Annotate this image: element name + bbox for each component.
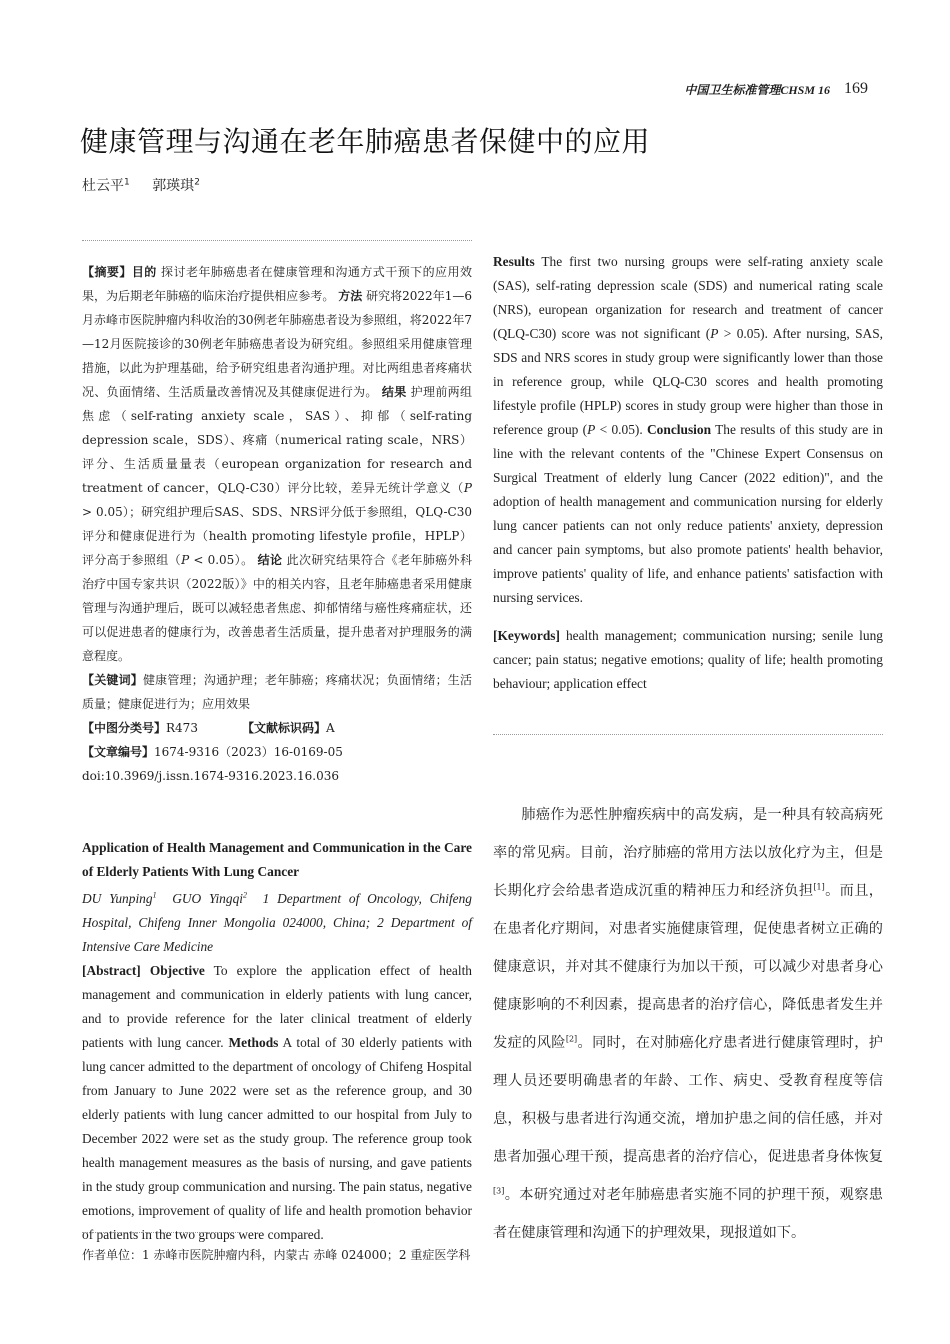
- body-text: [493, 796, 883, 1252]
- divider-left-top: [82, 240, 472, 241]
- intro-paragraph: [493, 796, 883, 1252]
- chinese-abstract: [82, 260, 472, 788]
- footnote-label: 作者单位：: [82, 1248, 143, 1262]
- running-header: [684, 80, 868, 98]
- en-author-1-affil: 1: [152, 891, 157, 900]
- en-objective-text: To explore the application effect of health management and communication in elderly patients with lung cancer, and to provide reference for the later clinical treatment of elderly patients with lung cancer.: [82, 963, 472, 1051]
- keywords-text: 健康管理；沟通护理；老年肺癌；疼痛状况；负面情绪；生活质量；健康促进行为；应用效果: [82, 673, 472, 711]
- divider-right: [493, 734, 883, 735]
- keywords-label: 【关键词】: [82, 673, 143, 687]
- author-1-affil: 1: [124, 177, 130, 188]
- en-results-3: < 0.05).: [595, 422, 643, 438]
- en-results-label: Results: [493, 254, 535, 270]
- en-results: [493, 250, 883, 610]
- footnote-text: 1 赤峰市医院肿瘤内科，内蒙古 赤峰 024000；2 重症医学科: [142, 1248, 471, 1262]
- en-conclusion-label: Conclusion: [647, 422, 712, 438]
- english-abstract-continued: [493, 237, 883, 709]
- results-text-3: < 0.05）。: [189, 553, 254, 567]
- conclusion-text: 此次研究结果符合《老年肺癌外科治疗中国专家共识（2022版）》中的相关内容，且老年肺癌患者采用健康管理与沟通护理后，既可以减轻患者焦虑、抑郁情绪与癌性疼痛症状，还可以促进患者的健康行为，改善患者生活质量，提升患者对护理服务的满意程度。: [82, 553, 472, 663]
- footnote-rule: [82, 1232, 240, 1233]
- english-abstract: [82, 836, 472, 1247]
- en-results-1: The first two nursing groups were self-rating anxiety scale (SAS), self-rating depression scale (SDS) and numerical rating scale (NRS), european organization for research and treatment of cancer (QLQ-C30) score was not significant (: [493, 254, 883, 342]
- author-1: 杜云平: [82, 178, 124, 194]
- article-number-line: [82, 740, 472, 764]
- en-affiliation: 1 Department of Oncology, Chifeng Hospital, Chifeng Inner Mongolia 024000, China; 2 Department of Intensive Care Medicine: [82, 891, 472, 955]
- en-author-2: GUO Yingqi: [172, 891, 243, 907]
- en-keywords: [493, 624, 883, 696]
- doc-code-value: A: [325, 721, 335, 735]
- en-objective-label: Objective: [149, 963, 205, 979]
- article-no-value: 1674-9316（2023）16-0169-05: [154, 745, 343, 759]
- en-conclusion-text: The results of this study are in line with the relevant contents of the "Chinese Expert Consensus on Surgical Treatment of elderly lung Cancer (2022 edition)", and the adoption of health management and communication nursing for elderly lung cancer patients can not only reduce patients' anxiety, depression and cancer pain symptoms, but also promote patients' health behavior, improve patients' quality of life, and enhance patients' satisfaction with nursing services.: [493, 422, 883, 606]
- citation-1: [1]: [813, 882, 825, 892]
- abstract-label: 【摘要】: [82, 265, 132, 279]
- clc-label: 【中图分类号】: [82, 721, 167, 735]
- author-line: [82, 175, 200, 195]
- cn-abstract-text: [82, 260, 472, 668]
- conclusion-label: 结论: [257, 553, 283, 567]
- en-p-symbol: P: [710, 326, 719, 342]
- objective-text: 探讨老年肺癌患者在健康管理和沟通方式干预下的应用效果，为后期老年肺癌的临床治疗提供相应参考。: [82, 265, 472, 303]
- en-keywords-label: [Keywords]: [493, 627, 560, 643]
- en-results-2: > 0.05). After nursing, SAS, SDS and NRS scores in study group were significantly lower than those in reference group, while QLQ-C30 scores and health promoting lifestyle profile (HPLP) scores in study group were higher than those in reference group (: [493, 326, 883, 438]
- intro-part-1: 肺癌作为恶性肿瘤疾病中的高发病，是一种具有较高病死率的常见病。目前，治疗肺癌的常用方法以放化疗为主，但是长期化疗会给患者造成沉重的精神压力和经济负担: [493, 807, 883, 899]
- objective-label: 目的: [131, 265, 157, 279]
- author-2-affil: 2: [194, 177, 200, 188]
- author-2: 郭瑛琪: [152, 178, 195, 194]
- intro-part-3: 。同时，在对肺癌化疗患者进行健康管理时，护理人员还要明确患者的年龄、工作、病史、受教育程度等信息，积极与患者进行沟通交流，增加护患之间的信任感，并对患者加强心理干预，提高患者的治疗信心，促进患者身体恢复: [493, 1035, 883, 1165]
- classification-line: [82, 716, 472, 740]
- results-text-2: > 0.05）；研究组护理后SAS、SDS、NRS评分低于参照组，QLQ-C30评分和健康促进行为（health promoting lifestyle profile，HPLP）评分高于参照组（: [82, 505, 472, 567]
- en-author-2-affil: 2: [243, 891, 247, 900]
- en-methods-text: A total of 30 elderly patients with lung cancer admitted to the department of oncology of Chifeng Hospital from January to June 2022 were set as the reference group, and 30 elderly patients with lung cancer admitted to our hospital from July to December 2022 were set as the study group. The reference group took health management measures as the basis of nursing, and gave patients in the study group communication and nursing. The pain status, negative emotions, improvement of quality of life and health promotion behavior of patients in the two groups were compared.: [82, 1035, 473, 1243]
- citation-3: [3]: [493, 1186, 505, 1196]
- en-p-symbol: P: [587, 422, 596, 438]
- p-symbol: P: [181, 553, 190, 567]
- methods-label: 方法: [338, 289, 363, 303]
- p-symbol: P: [463, 481, 472, 495]
- results-text-1: 护理前两组焦虑（self-rating anxiety scale，SAS）、抑郁（self-rating depression scale，SDS）、疼痛（numerical rating scale，NRS）评分、生活质量量表（european organization for research and treatment of cancer，QLQ-C30）评分比较，差异无统计学意义（: [82, 385, 472, 495]
- methods-text: 研究将2022年1—6月赤峰市医院肿瘤内科收治的30例老年肺癌患者设为参照组，将2022年7—12月医院接诊的30例老年肺癌患者设为研究组。参照组采用健康管理措施，以此为护理基础，给予研究组患者沟通护理。对比两组患者疼痛状况、负面情绪、生活质量改善情况及其健康促进行为。: [82, 289, 472, 399]
- doc-code-label: 【文献标识码】: [241, 721, 326, 735]
- en-methods-label: Methods: [228, 1035, 279, 1051]
- article-title: 健康管理与沟通在老年肺癌患者保健中的应用: [80, 125, 651, 158]
- doi: doi:10.3969/j.issn.1674-9316.2023.16.036: [82, 769, 339, 783]
- citation-2: [2]: [565, 1034, 578, 1044]
- en-author-1: DU Yunping: [82, 891, 153, 907]
- intro-part-4: 。本研究通过对老年肺癌患者实施不同的护理干预，观察患者在健康管理和沟通下的护理效果，现报道如下。: [493, 1187, 883, 1241]
- en-authors: [82, 884, 472, 959]
- article-no-label: 【文章编号】: [82, 745, 155, 759]
- keywords-line: [82, 668, 472, 716]
- clc-value: R473: [166, 721, 198, 735]
- en-title: [82, 836, 472, 884]
- en-abstract-left: [82, 959, 472, 1247]
- en-abstract-label: [Abstract]: [82, 963, 141, 979]
- intro-part-2: 。而且，在患者化疗期间，对患者实施健康管理，促使患者树立正确的健康意识，并对其不健康行为加以干预，可以减少对患者身心健康影响的不利因素，提高患者的治疗信心，降低患者发生并发症的风险: [493, 883, 883, 1051]
- results-label: 结果: [381, 385, 407, 399]
- footnote: [82, 1245, 472, 1265]
- en-title-text: Application of Health Management and Communication in the Care of Elderly Patients With Lung Cancer: [82, 840, 472, 879]
- journal-name: 中国卫生标准管理CHSM 16: [684, 82, 830, 97]
- page-number: 169: [844, 80, 868, 97]
- en-keywords-text: health management; communication nursing; senile lung cancer; pain status; negative emotions; quality of life; health promoting behaviour; application effect: [493, 627, 883, 691]
